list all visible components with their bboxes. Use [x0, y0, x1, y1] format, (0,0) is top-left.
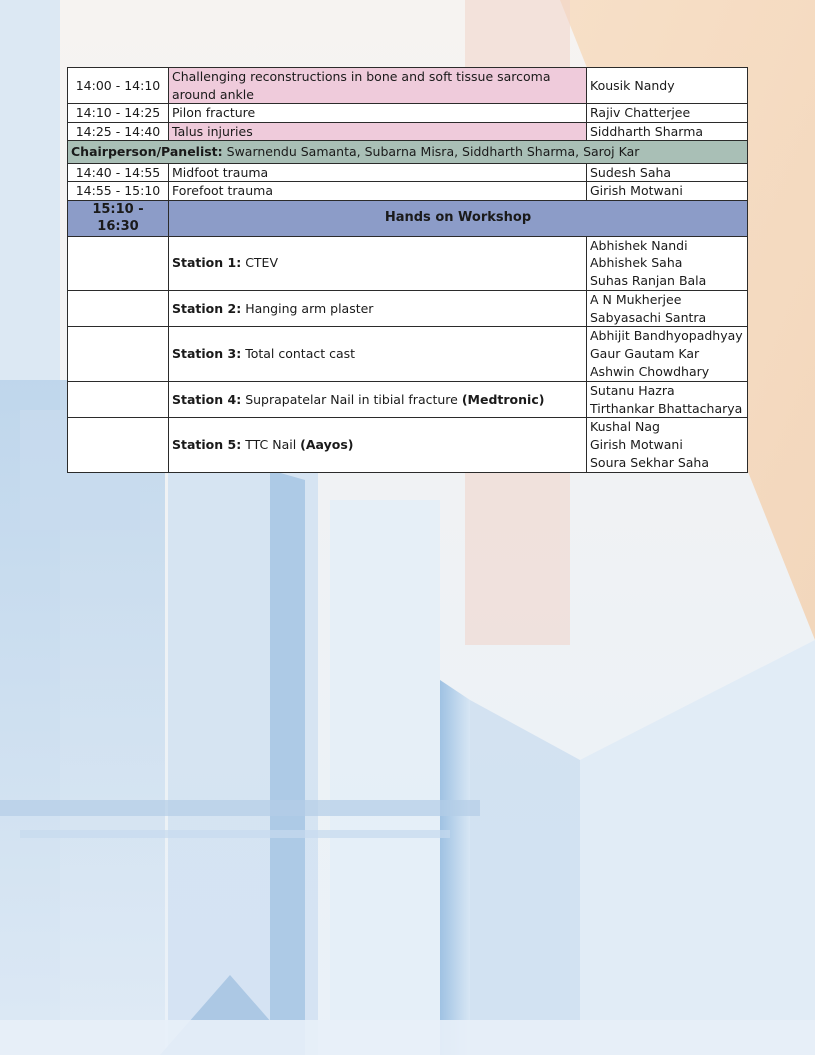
faculty-name: Soura Sekhar Saha	[590, 455, 710, 471]
faculty-name: Abhishek Nandi	[590, 237, 688, 253]
topic-cell: Pilon fracture	[169, 104, 587, 123]
faculty-name: Girish Motwani	[590, 437, 683, 453]
topic-cell: Forefoot trauma	[169, 182, 587, 201]
speaker-cell: Girish Motwani	[587, 182, 748, 201]
empty-time-cell	[68, 327, 169, 381]
faculty-name: Suhas Ranjan Bala	[590, 273, 707, 289]
station-topic: Total contact cast	[241, 346, 356, 362]
station-topic: TTC Nail	[241, 437, 301, 453]
station-label: Station 1:	[172, 255, 242, 271]
station-topic-cell	[169, 236, 587, 290]
faculty-cell	[587, 327, 748, 381]
station-sponsor: (Medtronic)	[461, 391, 545, 407]
station-topic-cell	[169, 327, 587, 381]
table-row	[68, 182, 748, 201]
station-row	[68, 327, 748, 381]
topic-cell: Talus injuries	[169, 122, 587, 141]
empty-time-cell	[68, 236, 169, 290]
table-row	[68, 163, 748, 182]
faculty-name: Tirthankar Bhattacharya	[590, 400, 743, 416]
station-label: Station 5:	[172, 437, 242, 453]
faculty-cell	[587, 418, 748, 472]
faculty-name: Abhijit Bandhyopadhyay	[590, 328, 743, 344]
empty-time-cell	[68, 418, 169, 472]
station-row	[68, 418, 748, 472]
station-row	[68, 236, 748, 290]
workshop-header-row	[68, 200, 748, 236]
station-label: Station 3:	[172, 346, 242, 362]
station-sponsor: (Aayos)	[300, 437, 354, 453]
faculty-name: Ashwin Chowdhary	[590, 364, 710, 380]
faculty-cell	[587, 236, 748, 290]
chair-label: Chairperson/Panelist:	[71, 144, 223, 159]
topic-cell: Midfoot trauma	[169, 163, 587, 182]
faculty-cell	[587, 381, 748, 418]
station-topic: Hanging arm plaster	[241, 300, 374, 316]
time-cell: 14:55 - 15:10	[68, 182, 169, 201]
table-row	[68, 104, 748, 123]
topic-cell: Challenging reconstructions in bone and soft tissue sarcoma around ankle	[169, 68, 587, 104]
station-topic-cell	[169, 418, 587, 472]
station-label: Station 4:	[172, 391, 242, 407]
time-cell: 14:40 - 14:55	[68, 163, 169, 182]
station-row	[68, 381, 748, 418]
faculty-name: Gaur Gautam Kar	[590, 346, 700, 362]
station-topic-cell	[169, 290, 587, 327]
faculty-name: Kushal Nag	[590, 419, 660, 435]
chair-cell	[68, 141, 748, 164]
station-topic: Suprapatelar Nail in tibial fracture	[241, 391, 462, 407]
workshop-time: 15:10 - 16:30	[68, 200, 169, 236]
time-cell: 14:00 - 14:10	[68, 68, 169, 104]
station-label: Station 2:	[172, 300, 242, 316]
faculty-cell	[587, 290, 748, 327]
station-topic: CTEV	[241, 255, 279, 271]
chair-row	[68, 141, 748, 164]
time-cell: 14:25 - 14:40	[68, 122, 169, 141]
speaker-cell: Kousik Nandy	[587, 68, 748, 104]
speaker-cell: Rajiv Chatterjee	[587, 104, 748, 123]
station-topic-cell	[169, 381, 587, 418]
chair-names: Swarnendu Samanta, Subarna Misra, Siddharth Sharma, Saroj Kar	[222, 144, 640, 159]
faculty-name: A N Mukherjee	[590, 291, 682, 307]
station-row	[68, 290, 748, 327]
empty-time-cell	[68, 290, 169, 327]
time-cell: 14:10 - 14:25	[68, 104, 169, 123]
faculty-name: Sabyasachi Santra	[590, 309, 707, 325]
workshop-title: Hands on Workshop	[169, 200, 748, 236]
faculty-name: Sutanu Hazra	[590, 382, 675, 398]
speaker-cell: Sudesh Saha	[587, 163, 748, 182]
empty-time-cell	[68, 381, 169, 418]
speaker-cell: Siddharth Sharma	[587, 122, 748, 141]
table-row	[68, 122, 748, 141]
table-row	[68, 68, 748, 104]
schedule-table	[67, 67, 748, 473]
faculty-name: Abhishek Saha	[590, 255, 683, 271]
